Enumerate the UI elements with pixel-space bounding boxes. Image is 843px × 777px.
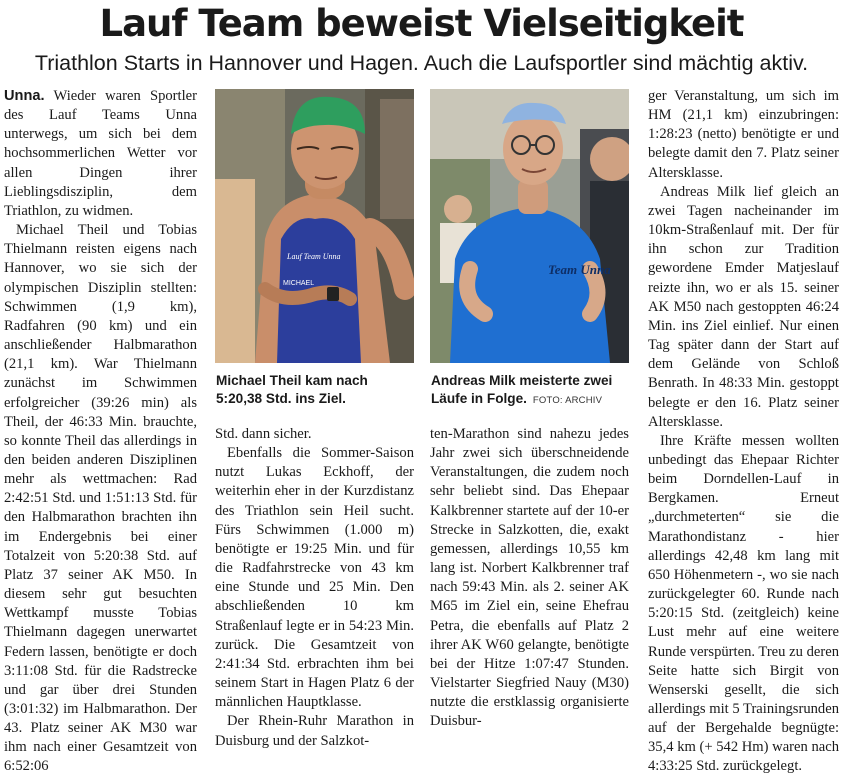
headline: Lauf Team beweist Vielseitigkeit	[99, 2, 744, 45]
singlet-logo-text: Lauf Team Unna	[287, 252, 341, 261]
article-column-1	[4, 87, 197, 777]
photo-andreas-milk	[430, 89, 629, 363]
caption-text: Andreas Milk meisterte zwei Läufe in Folge.	[431, 373, 613, 406]
singlet-name-text: MICHAEL	[283, 280, 315, 287]
article-paragraph: Ebenfalls die Sommer-Saison nutzt Lukas Eckhoff, der weiterhin eher in der Kurzdistanz des Triathlon sein Heil sucht. Fürs Schwimmen (1.000 m) benötigte er 19:25 Min. und für die Radfahrstrecke von 43 km eine Stunde und 25 Min. Den abschließenden 10 km Straßenlauf legte er in 54:23 Min. zurück. Die Gesamtzeit von 2:41:34 Std. erbrachten ihm bei seinem Start in Hagen Platz 6 der männlichen Hauptklasse.	[215, 445, 414, 711]
photo-michael-theil	[215, 89, 414, 363]
article-column-2	[215, 425, 414, 751]
article-paragraph: Michael Theil und Tobias Thielmann reisten eigens nach Hannover, wo sie sich der olympischen Disziplin stellten: Schwimmen (1,9 km), Radfahren (90 km) und ein anschließender Halbmarathon (21,1 km). War Thielmann zunächst im Schwimmen erfolgreicher (39:26 min) als Theil, der 46:33 Min. brauchte, so konnte Theil das allerdings in den beiden anderen Disziplinen mehr als wettmachen: Rad 2:42:51 Std. und 1:51:13 Std. für den Halbmarathon brachten ihn im Endergebnis bei einer Totalzeit von 5:20:38 Std. auf Platz 37 seiner AK M50. In diesem sehr gut besuchten Wettkampf musste Tobias Thielmann dagegen unerwartet Federn lassen, benötigte er doch 3:11:08 Std. für die Radstrecke und gar über drei Stunden (3:01:32) im Halbmarathon. Der 43. Platz seiner AK M30 war ihm nach einer Gesamtzeit von 6:52:06	[4, 222, 197, 775]
dateline: Unna.	[4, 88, 45, 104]
article-paragraph: ten-Marathon sind nahezu jedes Jahr zwei sich überschneidende Veranstaltungen, die zudem noch sehr beliebt sind. Das Ehepaar Kalkbrenner startete auf der 10-er Strecke in Salzkotten, die, exakt gemessen, allerdings 10,55 km lang ist. Norbert Kalkbrenner traf nach 59:43 Min. als 2. seiner AK M65 im Ziel ein, seine Ehefrau Petra, die ebenfalls auf Platz 2 ihrer AK W60 gelangte, benötigte bei der Hitze 1:07:47 Stunden. Vielstarter Siegfried Nauy (M30) nutzte die erstklassig organisierte Duisbur-	[430, 426, 629, 730]
article-paragraph: Ihre Kräfte messen wollten unbedingt das Ehepaar Richter beim Dorndellen-Lauf in Bergkamen. Erneut „durchmeterten“ sie die Marathondistanz - hier allerdings 42,48 km lang mit 650 Höhenmetern -, wo sie nach zurückgelegter 60. Runde nach 5:20:15 Std. (zeitgleich) keine Lust mehr auf eine weitere Runde verspürten. Treu zu deren Seite hatte sich Birgit von Wenserski gesellt, die sich allerdings mit 5 Trainingsrunden auf der Bergehalde begnügte: 35,4 km (+ 542 Hm) waren nach 4:33:25 Std. zurückgelegt.	[648, 432, 840, 775]
photo-credit: FOTO: ARCHIV	[532, 395, 603, 406]
article-paragraph: Std. dann sicher.	[215, 426, 312, 442]
shirt-logo-text: Team Unna	[548, 262, 611, 277]
photo-caption-2	[431, 372, 631, 410]
photo-caption-1: Michael Theil kam nach 5:20,38 Std. ins Ziel.	[216, 373, 368, 406]
article-paragraph	[4, 87, 197, 221]
article-column-4	[648, 87, 839, 777]
article-paragraph: Andreas Milk lief gleich an zwei Tagen nacheinander im 10km-Straßenlauf mit. Der für ihn schon zur Tradition gewordene Emder Matjeslauf reizte ihn, wo er als 15. seiner AK M50 nach gestoppten 46:24 Min. ins Ziel einlief. Nur einen Tag später dann der Start auf dem Gelände von Schloß Benrath. In 48:33 Min. gestoppt belegte er den 16. Platz seiner Altersklasse.	[648, 183, 839, 430]
article-column-3	[430, 425, 629, 732]
subheadline: Triathlon Starts in Hannover und Hagen. Auch die Laufsportler sind mächtig aktiv.	[34, 51, 809, 75]
article-paragraph: ger Veranstaltung, um sich im HM (21,1 km) einzubringen: 1:28:23 (netto) benötigte er und belegte damit den 7. Platz seiner Altersklasse.	[648, 88, 839, 181]
article-paragraph: Der Rhein-Ruhr Marathon in Duisburg und der Salzkot-	[215, 713, 414, 749]
paragraph-text: Wieder waren Sportler des Lauf Teams Unna unterwegs, um sich bei dem hochsommerlichen Wetter vor allen Dingen ihrer Lieblingsdisziplin, dem Triathlon, zu widmen.	[4, 88, 197, 219]
